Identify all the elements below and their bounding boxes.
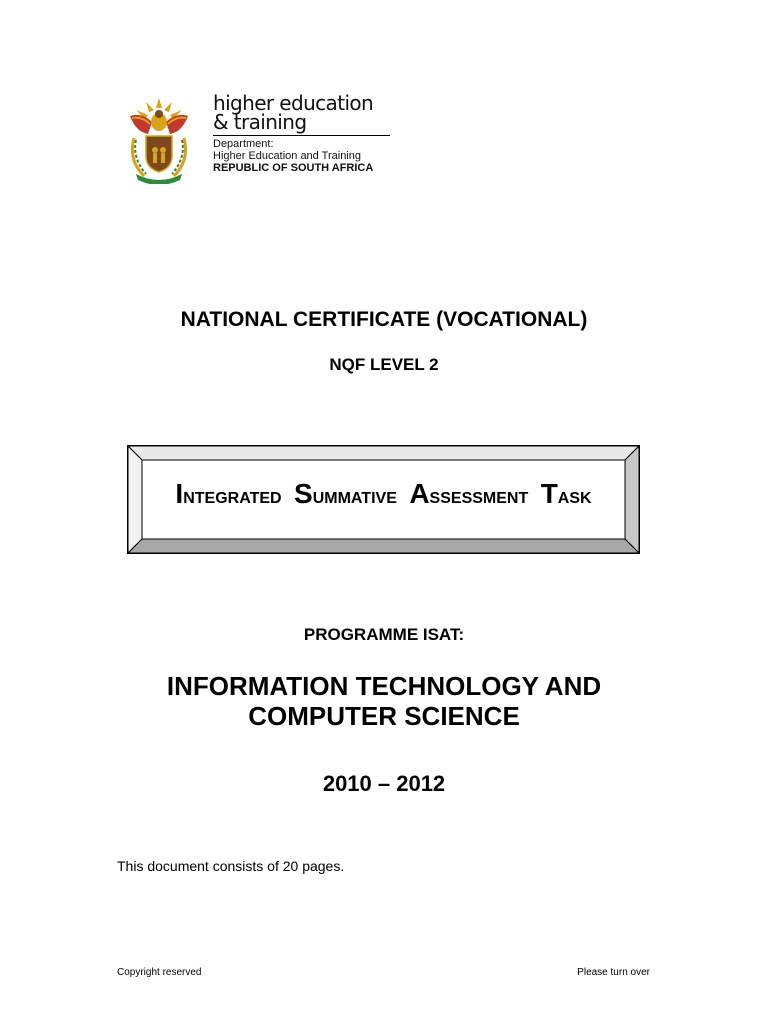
- coat-of-arms-icon: [122, 94, 196, 184]
- nqf-level: NQF LEVEL 2: [329, 355, 439, 374]
- programme-name-line-2: COMPUTER SCIENCE: [248, 701, 520, 731]
- department-country: REPUBLIC OF SOUTH AFRICA: [213, 162, 374, 174]
- department-line-2: & training: [213, 110, 307, 134]
- isat-word-task: TASK: [540, 478, 592, 509]
- isat-word-integrated: INTEGRATED: [175, 478, 282, 509]
- department-label: Department:: [213, 138, 274, 150]
- department-line-1: higher education: [213, 91, 374, 115]
- isat-word-summative: SUMMATIVE: [294, 478, 397, 509]
- page-count-note: This document consists of 20 pages.: [117, 858, 345, 874]
- isat-title-frame: [127, 445, 640, 554]
- department-logo: [122, 91, 394, 186]
- programme-years: 2010 – 2012: [322, 771, 446, 796]
- department-name: Higher Education and Training: [213, 150, 361, 162]
- certificate-title: NATIONAL CERTIFICATE (VOCATIONAL): [180, 308, 588, 331]
- department-text: [213, 91, 393, 174]
- footer-turn-over: Please turn over: [577, 967, 650, 978]
- isat-title: [127, 478, 640, 510]
- programme-name-line-1: INFORMATION TECHNOLOGY AND: [166, 671, 602, 701]
- programme-name: [0, 671, 768, 731]
- footer-copyright: Copyright reserved: [117, 967, 202, 978]
- department-divider: [213, 135, 390, 136]
- isat-word-assessment: ASSESSMENT: [409, 478, 529, 509]
- programme-label: PROGRAMME ISAT:: [303, 625, 465, 644]
